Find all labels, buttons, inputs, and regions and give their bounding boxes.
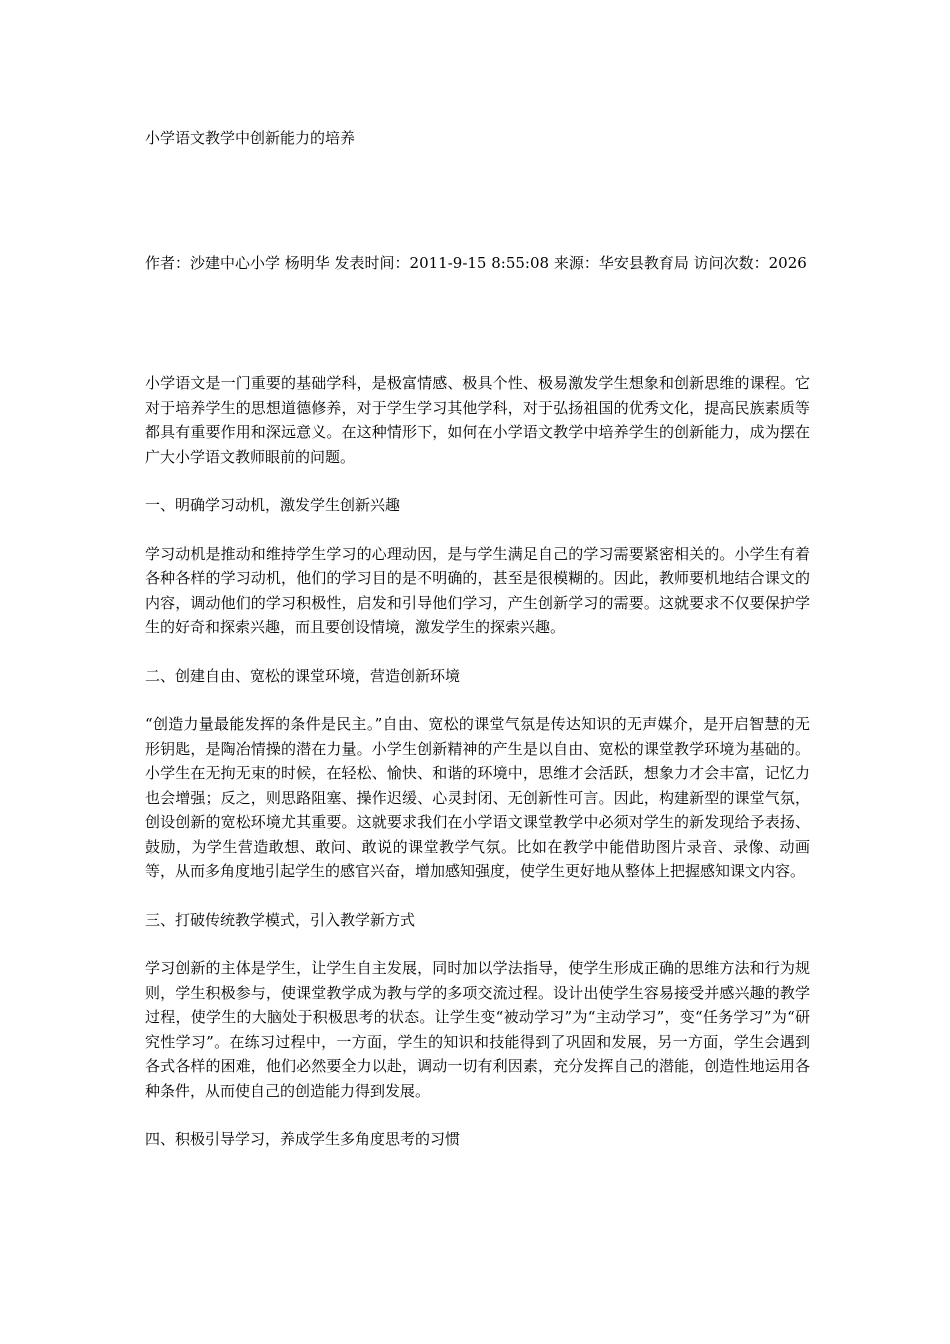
section-1-paragraph: 学习动机是推动和维持学生学习的心理动因，是与学生满足自己的学习需要紧密相关的。小学生有着各种各样的学习动机，他们的学习目的是不明确的，甚至是很模糊的。因此，教师要机地结合课文的内容，调动他们的学习积极性，启发和引导他们学习，产生创新学习的需要。这就要求不仅要保护学生的好奇和探索兴趣，而且要创设情境，激发学生的探索兴趣。	[145, 544, 810, 636]
section-3-paragraph: 学习创新的主体是学生，让学生自主发展，同时加以学法指导，使学生形成正确的思维方法和行为规则，学生积极参与，使课堂教学成为教与学的多项交流过程。设计出使学生容易接受并感兴趣的教学过程，使学生的大脑处于积极思考的状态。让学生变“被动学习”为“主动学习”，变“任务学习”为“研究性学习”。在练习过程中，一方面，学生的知识和技能得到了巩固和发展，另一方面，学生会遇到各式各样的困难，他们必然要全力以赴，调动一切有利因素，充分发挥自己的潜能，创造性地运用各种条件，从而使自己的创造能力得到发展。	[145, 959, 810, 1100]
section-heading-4: 四、积极引导学习，养成学生多角度思考的习惯	[145, 1130, 461, 1148]
article-body	[145, 371, 810, 1176]
section-heading-1: 一、明确学习动机，激发学生创新兴趣	[145, 496, 401, 514]
section-heading-2: 二、创建自由、宽松的课堂环境，营造创新环境	[145, 666, 461, 685]
section-2-paragraph: “创造力量最能发挥的条件是民主。”自由、宽松的课堂气氛是传达知识的无声媒介，是开启智慧的无形钥匙，是陶冶情操的潜在力量。小学生创新精神的产生是以自由、宽松的课堂教学环境为基础的。小学生在无拘无束的时候，在轻松、愉快、和谐的环境中，思维才会活跃，想象力才会丰富，记忆力也会增强；反之，则思路阻塞、操作迟缓、心灵封闭、无创新性可言。因此，构建新型的课堂气氛，创设创新的宽松环境尤其重要。这就要求我们在小学语文课堂教学中必须对学生的新发现给予表扬、鼓励，为学生营造敢想、敢问、敢说的课堂教学气氛。比如在教学中能借助图片录音、录像、动画等，从而多角度地引起学生的感官兴奋，增加感知强度，使学生更好地从整体上把握感知课文内容。	[145, 715, 810, 880]
article-meta: 作者：沙建中心小学 杨明华 发表时间：2011-9-15 8:55:08 来源：华安县教育局 访问次数：2026	[145, 254, 807, 272]
section-heading-3: 三、打破传统教学模式，引入教学新方式	[145, 910, 416, 929]
intro-paragraph: 小学语文是一门重要的基础学科，是极富情感、极具个性、极易激发学生想象和创新思维的课程。它对于培养学生的思想道德修养，对于学生学习其他学科，对于弘扬祖国的优秀文化，提高民族素质等都具有重要作用和深远意义。在这种情形下，如何在小学语文教学中培养学生的创新能力，成为摆在广大小学语文教师眼前的问题。	[145, 374, 810, 466]
document-title: 小学语文教学中创新能力的培养	[145, 129, 356, 147]
